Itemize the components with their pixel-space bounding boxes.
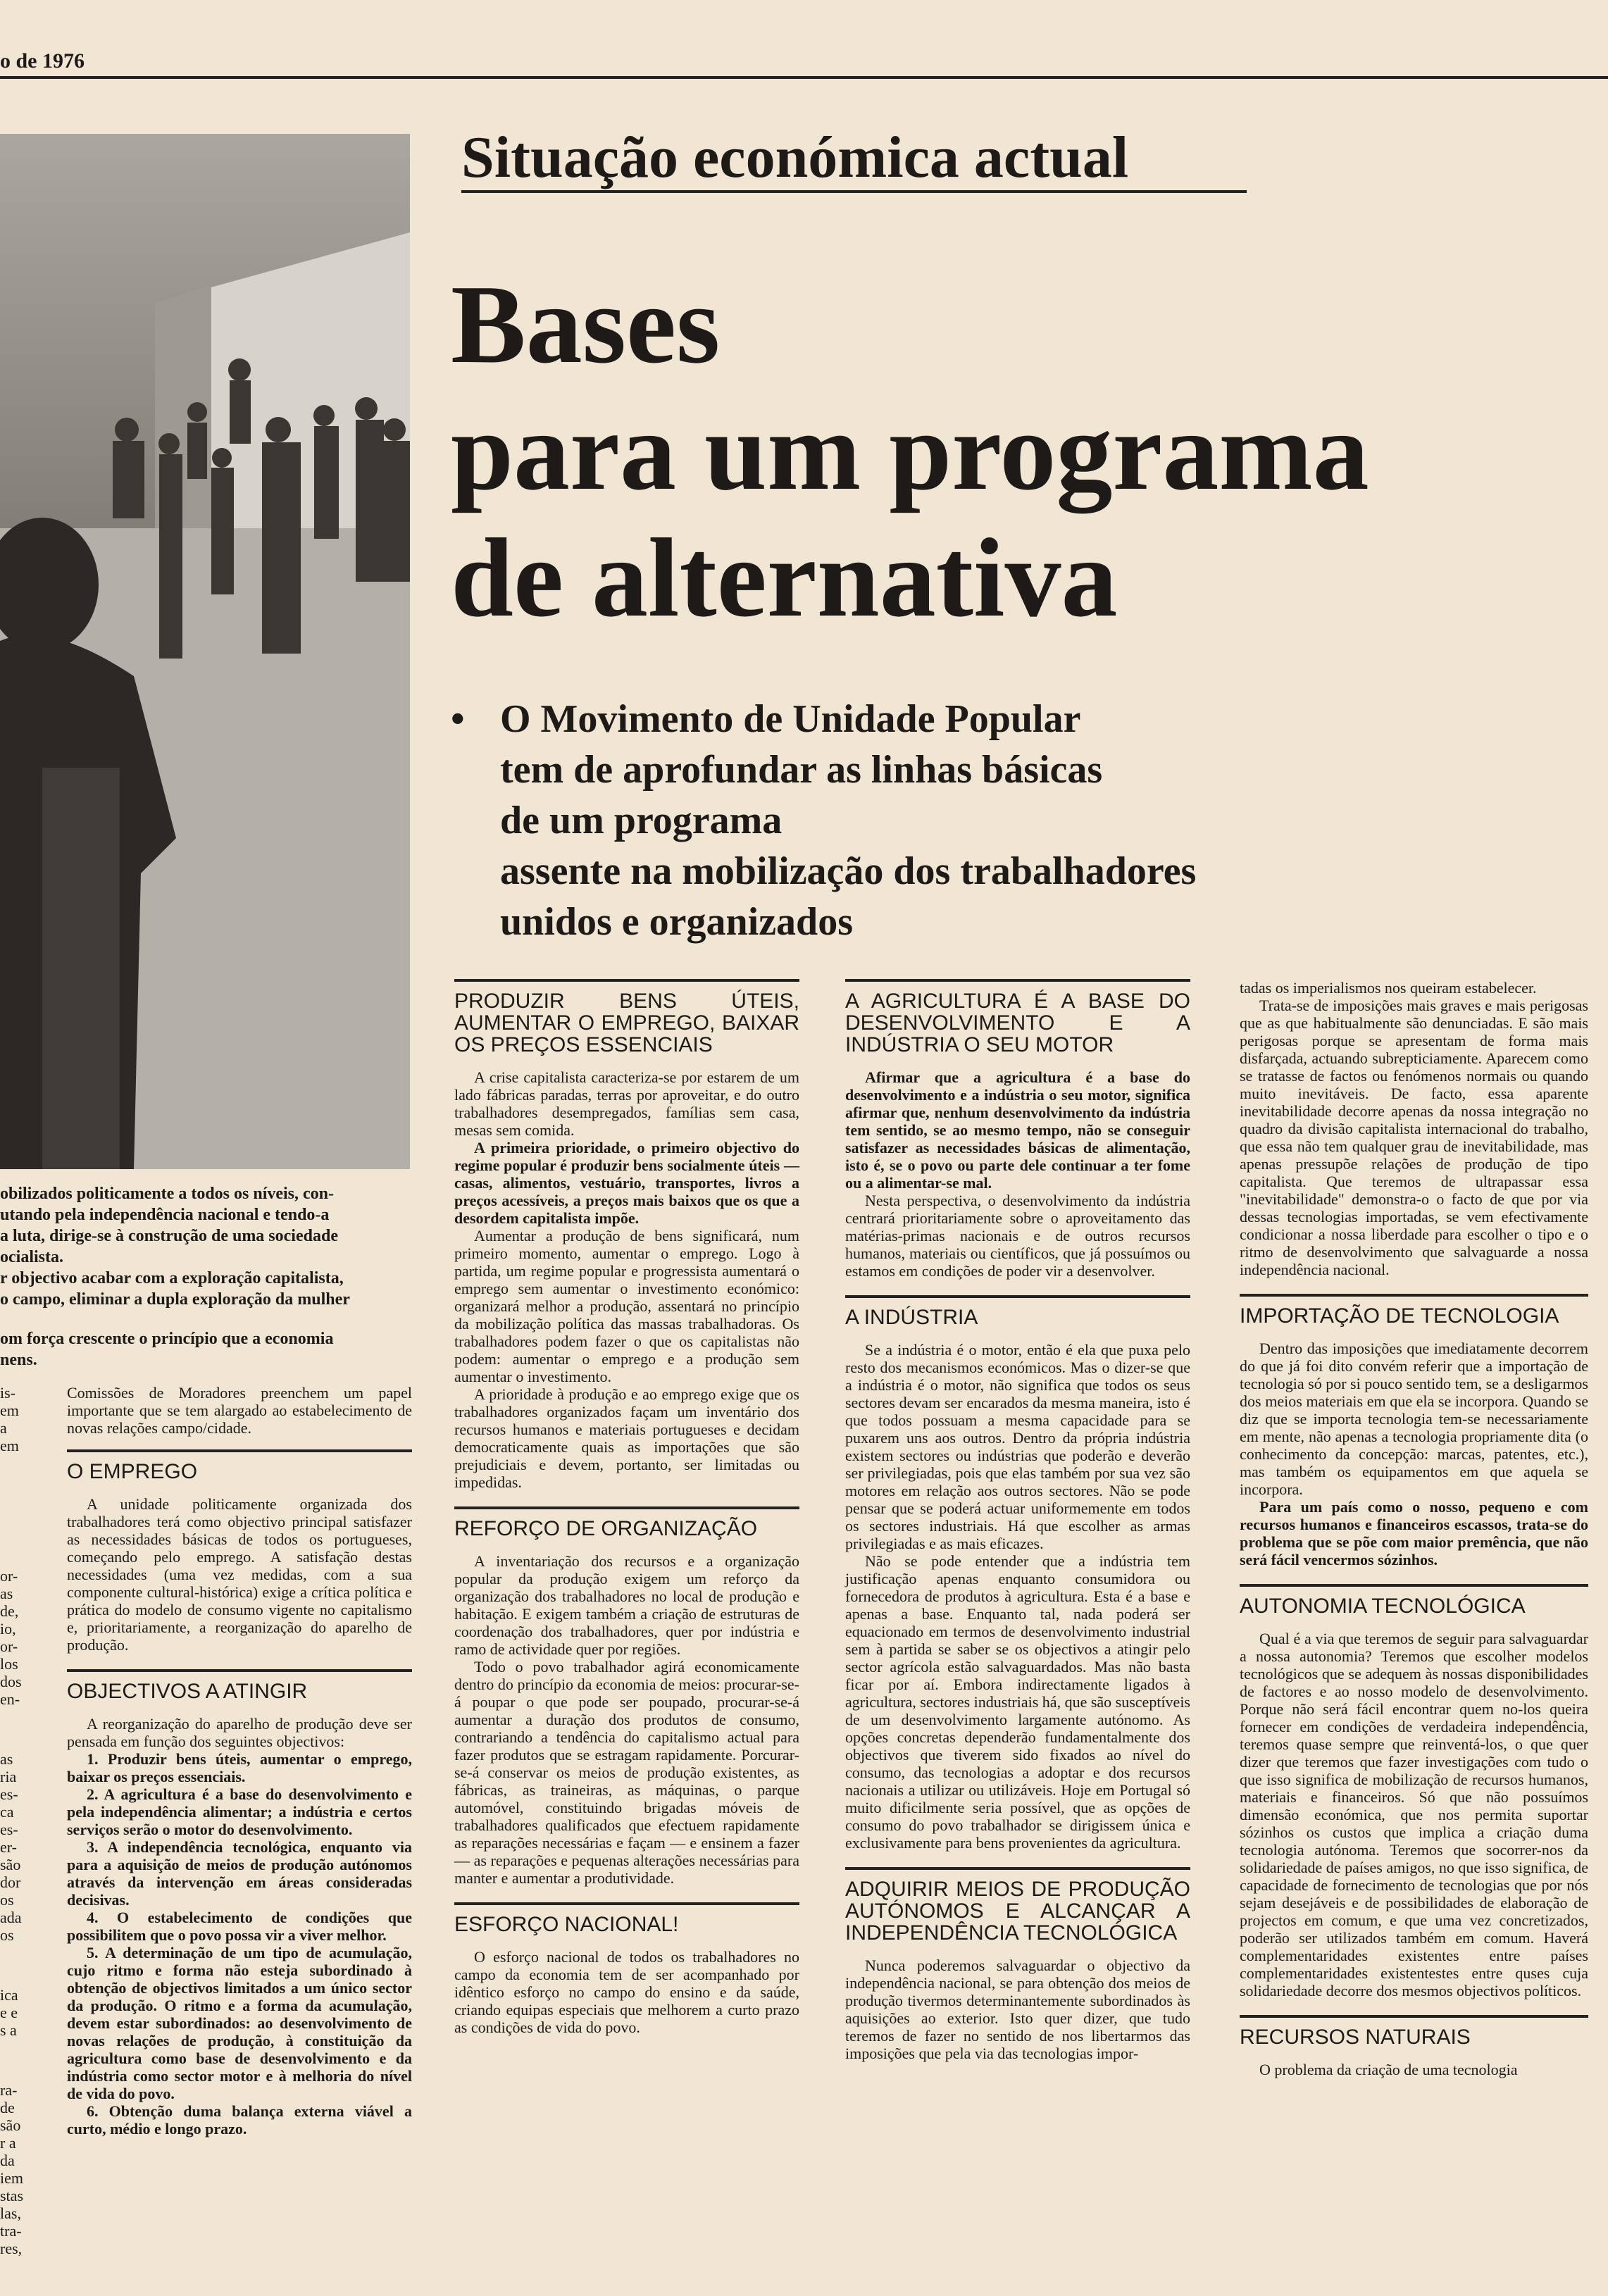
- autonomia-paragraph: Qual é a via que teremos de seguir para salvaguardar a nossa autonomia? Teremos que escolher modelos tecnológicos que se adequem às nossas disponibilidades de factores e ao nosso modelo de desenvolvimento. Porque não será fácil encontrar quem no-los queira fornecer em condições de verdadeira independência, teremos quase sempre que reinventá-los, o que quer dizer que teremos que fazer investigações com tudo o que isso significa de mobilização de recursos humanos, materiais e financeiros. Só que não possuímos dimensão económica, que nos permita suportar sózinhos os custos que implica a criação duma tecnologia autónoma. Teremos que socorrer-nos da solidariedade de países amigos, no que isso significa, de capacidade de fornecimento de tecnologias que por nós sejam desejáveis e de possibilidades de elaboração de projectos em comum, e que uma vez concretizados, poderão ser utilizados também em comum. Haverá complementaridades existentes entre países complementaridades existentestes entre quses cuja solidariedade decorre dos mesmos objectivos políticos.: [1240, 1630, 1588, 1999]
- fragment: os: [0, 1891, 14, 1909]
- continuation-paragraph: tadas os imperialismos nos queiram estabelecer.: [1240, 979, 1537, 997]
- fragment: de: [0, 2099, 15, 2116]
- column-4: [1240, 979, 1588, 2078]
- headline-line: para um programa: [451, 388, 1369, 513]
- deck-line: O Movimento de Unidade Popular: [500, 697, 1081, 741]
- deck-line: unidos e organizados: [500, 900, 853, 944]
- continuation-paragraph: Trata-se de imposições mais graves e mais perigosas que as que habitualmente são denunciadas. E são mais perigosas porque se apresentam de forma mais disfarçada, actuando subrepticiamente. Aparecem como se tratasse de factos ou fenómenos normais ou quando muito inevitáveis. De facto, essa aparente inevitabilidade decorre apenas da nossa integração no quadro da divisão capitalista internacional do trabalho, que essa não tem qualquer grau de inevitabilidade, mas apenas pressupõe relações de produção de tipo capitalista. Que teremos de ultrapassar essa "inevitabilidade" demonstra-o o facto de que por via dessas tecnologias importadas, se vem efectivamente condicionar a nossa liberdade para escolher o tipo e o ritmo de desenvolvimento que salvaguarde a nossa independência nacional.: [1240, 997, 1588, 1278]
- objectivos-intro: A reorganização do aparelho de produção deve ser pensada em função dos seguintes objectivos:: [67, 1715, 412, 1750]
- reforco-paragraph: Todo o povo trabalhador agirá economicamente dentro do princípio da economia de meios: procurar-se-á poupar o que pode ser poupado, procurar-se-á aumentar a duração dos produtos de consumo, contrariando a tendência do capitalismo actual para fazer produtos que se estragam rapidamente. Porcurar-se-á conservar os meios de produção existentes, as fábricas, as traineiras, as máquinas, o parque automóvel, constituindo brigadas móveis de trabalhadores qualificados que efectuem rapidamente as reparações necessárias e façam — e ensinem a fazer — as reparações e pequenas alterações necessárias para manter e aumentar a produtividade.: [454, 1658, 799, 1887]
- caption-line: o campo, eliminar a dupla exploração da mulher: [0, 1290, 350, 1309]
- fragment: tra-: [0, 2222, 22, 2240]
- objectivo-item: 2. A agricultura é a base do desenvolvimento e pela independência alimentar; a indústria e certos serviços serão o motor do desenvolvimento.: [67, 1785, 412, 1838]
- headline: [451, 261, 1369, 641]
- section-title: Situação económica actual: [461, 125, 1129, 190]
- fragment: is-: [0, 1384, 15, 1402]
- caption-line: nens.: [0, 1351, 37, 1369]
- fragment: en-: [0, 1690, 20, 1708]
- fragment: r a: [0, 2134, 16, 2152]
- fragment: as: [0, 1585, 13, 1602]
- top-rule: [0, 76, 1608, 79]
- fragment: las,: [0, 2204, 21, 2222]
- importacao-paragraph: Para um país como o nosso, pequeno e com recursos humanos e financeiros escassos, trata-se do problema que se põe com maior premência, que não será fácil vencermos sózinhos.: [1240, 1498, 1588, 1568]
- fragment: ra-: [0, 2081, 18, 2099]
- objectivo-item: 3. A independência tecnológica, enquanto via para a aquisição de meios de produção autónomos através da intervenção em áreas consideradas decisivas.: [67, 1838, 412, 1909]
- caption-line: a luta, dirige-se à construção de uma sociedade: [0, 1227, 338, 1245]
- cut-column-fragments: [0, 1384, 42, 2257]
- photo-caption: [0, 1183, 401, 1371]
- importacao-paragraph: Dentro das imposições que imediatamente decorrem do que já foi dito convém referir que a importação de tecnologia só por si pouco sentido tem, se a desligarmos dos meios materiais em que ela se incorpora. Quando se diz que se importa tecnologia tem-se necessariamente em mente, não apenas a tecnologia propriamente dita (o conhecimento da concepção: marcas, patentes, etc.), mas também os equipamentos em que aquela se incorpora.: [1240, 1340, 1588, 1498]
- fragment: dor: [0, 1873, 21, 1891]
- fragment: são: [0, 2116, 21, 2134]
- intro-paragraph: Comissões de Moradores preenchem um papel importante que se tem alargado ao estabelecimento de novas relações campo/cidade.: [67, 1384, 412, 1437]
- produzir-paragraph: A prioridade à produção e ao emprego exige que os trabalhadores organizados façam um inventário dos recursos humanos e materiais portugueses e decidam democraticamente quais as importações que são prejudiciais e devem, portanto, ser limitadas ou impedidas.: [454, 1385, 799, 1491]
- agricultura-heading: A AGRICULTURA É A BASE DO DESENVOLVIMENTO E A INDÚSTRIA O SEU MOTOR: [845, 979, 1190, 1056]
- fragment: a: [0, 1419, 7, 1437]
- fragment: er-: [0, 1838, 17, 1856]
- fragment: da: [0, 2152, 15, 2169]
- headline-line: de alternativa: [451, 515, 1118, 640]
- autonomia-heading: AUTONOMIA TECNOLÓGICA: [1240, 1584, 1588, 1617]
- fragment: dos: [0, 1673, 22, 1690]
- importacao-heading: IMPORTAÇÃO DE TECNOLOGIA: [1240, 1294, 1588, 1327]
- column-1: [67, 1384, 412, 2138]
- emprego-paragraph: A unidade politicamente organizada dos trabalhadores terá como objectivo principal satisfazer as necessidades básicas de todos os portugueses, começando pelo emprego. A satisfação destas necessidades (uma vez medidas, com a sua componente cultural-histórica) exige a crítica política e prática do modelo de consumo vigente no capitalismo e, prioritariamente, a reorganização do aparelho de produção.: [67, 1495, 412, 1654]
- fragment: res,: [0, 2240, 23, 2257]
- caption-line: r objectivo acabar com a exploração capitalista,: [0, 1269, 344, 1287]
- deck-line: assente na mobilização dos trabalhadores: [500, 849, 1197, 893]
- fragment: io,: [0, 1620, 16, 1637]
- produzir-paragraph: A crise capitalista caracteriza-se por estarem de um lado fábricas paradas, terras por aproveitar, e do outro trabalhadores desempregados, famílias sem casa, mesas sem comida.: [454, 1068, 799, 1139]
- caption-line: utando pela independência nacional e tendo-a: [0, 1206, 330, 1224]
- section-rule: [461, 190, 1247, 193]
- objectivo-item: 5. A determinação de um tipo de acumulação, cujo ritmo e forma não esteja subordinado à obtenção de objectivos limitados a um único sector da produção. O ritmo e a forma da acumulação, devem estar subordinados: ao desenvolvimento de novas relações de produção, à constituição da agricultura como base de desenvolvimento e da indústria como sector motor e à melhoria do nível de vida do povo.: [67, 1944, 412, 2102]
- emprego-heading: O EMPREGO: [67, 1449, 412, 1483]
- fragment: em: [0, 1437, 19, 1454]
- esforco-paragraph: O esforço nacional de todos os trabalhadores no campo da economia tem de ser acompanhado por idêntico esforço no campo do ensino e da saúde, criando equipas especiais que melhorem a curto prazo as condições de vida do povo.: [454, 1948, 799, 2036]
- agricultura-paragraph: Afirmar que a agricultura é a base do desenvolvimento e a indústria o seu motor, significa afirmar que, nenhum desenvolvimento da indústria tem sentido, se ao mesmo tempo, não se conseguir satisfazer as necessidades básicas de alimentação, isto é, se o povo ou parte dele continuar a ter fome ou a alimentar-se mal.: [845, 1068, 1190, 1192]
- caption-line: om força crescente o princípio que a economia: [0, 1330, 334, 1348]
- fragment: stas: [0, 2187, 23, 2204]
- objectivo-item: 6. Obtenção duma balança externa viável a curto, médio e longo prazo.: [67, 2102, 412, 2138]
- fragment: ada: [0, 1909, 22, 1926]
- industria-paragraph: Não se pode entender que a indústria tem justificação apenas enquanto consumidora ou fornecedora de produtos à agricultura. Esta é a base e apenas a base. Enquanto tal, nada poderá ser equacionado em termos de desenvolvimento industrial sem à partida se saber se os objectivos a atingir pelo sector agrícola estão salvaguardados. Mas não basta ficar por aí. Embora indirectamente ligados à agricultura, sectores industriais há, que são susceptíveis de um desenvolvimento largamente autónomo. As opções concretas dependerão fundamentalmente dos objectivos que tiverem sido fixados ao nível do consumo, das tecnologias a adoptar e dos recursos nacionais a utilizar ou utilizáveis. Hoje em Portugal só muito dificilmente seria possível, que as opções de consumo do povo trabalhador se dirigissem única e exclusivamente para bens provenientes da agricultura.: [845, 1552, 1190, 1852]
- esforco-heading: ESFORÇO NACIONAL!: [454, 1902, 799, 1935]
- produzir-paragraph: Aumentar a produção de bens significará, num primeiro momento, aumentar o emprego. Logo à partida, um regime popular e progressista aumentará o emprego sem aumentar o investimento económico: organizará melhor a produção, assentará no princípio da mobilização política das massas trabalhadoras. Os trabalhadores podem fazer o que os capitalistas não podem: aumentar o emprego e a produção sem aumentar o investimento.: [454, 1227, 799, 1385]
- caption-line: obilizados politicamente a todos os níveis, con-: [0, 1185, 335, 1203]
- fragment: s a: [0, 2021, 17, 2039]
- adquirir-heading: ADQUIRIR MEIOS DE PRODUÇÃO AUTÓNOMOS E ALCANÇAR A INDEPENDÊNCIA TECNOLÓGICA: [845, 1867, 1190, 1944]
- produzir-paragraph: A primeira prioridade, o primeiro objectivo do regime popular é produzir bens socialmente úteis — casas, alimentos, vestuário, transportes, livros a preços acessíveis, a preços mais baixos que os que a desordem capitalista impõe.: [454, 1139, 799, 1227]
- fragment: los: [0, 1655, 18, 1673]
- objectivo-item: 1. Produzir bens úteis, aumentar o emprego, baixar os preços essenciais.: [67, 1750, 412, 1785]
- reforco-paragraph: A inventariação dos recursos e a organização popular da produção exigem um reforço da organização dos trabalhadores no local de produção e habitação. E exigem também a criação de estruturas de coordenação dos trabalhadores, quer por indústria e ramo de actividade quer por regiões.: [454, 1552, 799, 1658]
- recursos-heading: RECURSOS NATURAIS: [1240, 2015, 1588, 2048]
- fragment: or-: [0, 1637, 18, 1655]
- deck-line: tem de aprofundar as linhas básicas: [500, 748, 1103, 792]
- photo-illustration: [0, 134, 410, 1169]
- industria-paragraph: Se a indústria é o motor, então é ela que puxa pelo resto dos mecanismos económicos. Mas o dizer-se que a indústria é o motor, não significa que todos os seus sectores devam ser encarados da mesma maneira, isto é que todos possuam a mesma capacidade para se puxarem uns aos outros. Dentro da própria indústria existem sectores ou indústrias que poderão e deverão ser privilegiadas, pois que elas também por sua vez são motores em relação aos outros sectores. Não se pode pensar que se poderá actuar uniformemente em todos os sectores industriais. Há que escolher as armas privilegiadas e as mais eficazes.: [845, 1341, 1190, 1552]
- workers-crowd-photo: [0, 134, 410, 1169]
- column-3: [845, 979, 1190, 2062]
- fragment: os: [0, 1926, 14, 1944]
- industria-heading: A INDÚSTRIA: [845, 1295, 1190, 1328]
- recursos-paragraph: O problema da criação de uma tecnologia: [1259, 2061, 1518, 2078]
- objectivo-item: 4. O estabelecimento de condições que possibilitem que o povo possa vir a viver melhor.: [67, 1909, 412, 1944]
- caption-line: ocialista.: [0, 1248, 63, 1266]
- deck-line: de um programa: [500, 799, 783, 842]
- fragment: or-: [0, 1567, 18, 1585]
- headline-line: Bases: [451, 261, 721, 387]
- adquirir-paragraph: Nunca poderemos salvaguardar o objectivo da independência nacional, se para obtenção dos meios de produção tivermos determinantemente subordinados às aquisições ao exterior. Isto quer dizer, que tudo teremos de fazer no sentido de nos libertarmos das imposições que pela via das tecnologias impor-: [845, 1957, 1190, 2062]
- bullet-icon: •: [451, 697, 465, 741]
- fragment: de,: [0, 1602, 19, 1620]
- agricultura-paragraph: Nesta perspectiva, o desenvolvimento da indústria centrará prioritariamente sobre o aproveitamento das matérias-primas nacionais e de outros recursos humanos, materiais ou científicos, que já possuímos ou estamos em condições de poder vir a desenvolver.: [845, 1192, 1190, 1280]
- fragment: ca: [0, 1803, 14, 1821]
- fragment: iem: [0, 2169, 23, 2187]
- column-2: [454, 979, 799, 2036]
- fragment: es-: [0, 1785, 18, 1803]
- fragment: em: [0, 1402, 19, 1419]
- fragment: ica: [0, 1986, 18, 2004]
- reforco-heading: REFORÇO DE ORGANIZAÇÃO: [454, 1506, 799, 1540]
- dateline: o de 1976: [0, 49, 85, 73]
- fragment: es-: [0, 1821, 18, 1838]
- fragment: são: [0, 1856, 21, 1873]
- fragment: e e: [0, 2004, 18, 2021]
- fragment: ria: [0, 1768, 17, 1785]
- fragment: as: [0, 1750, 13, 1768]
- produzir-heading: PRODUZIR BENS ÚTEIS, AUMENTAR O EMPREGO, BAIXAR OS PREÇOS ESSENCIAIS: [454, 979, 799, 1056]
- objectivos-heading: OBJECTIVOS A ATINGIR: [67, 1669, 412, 1702]
